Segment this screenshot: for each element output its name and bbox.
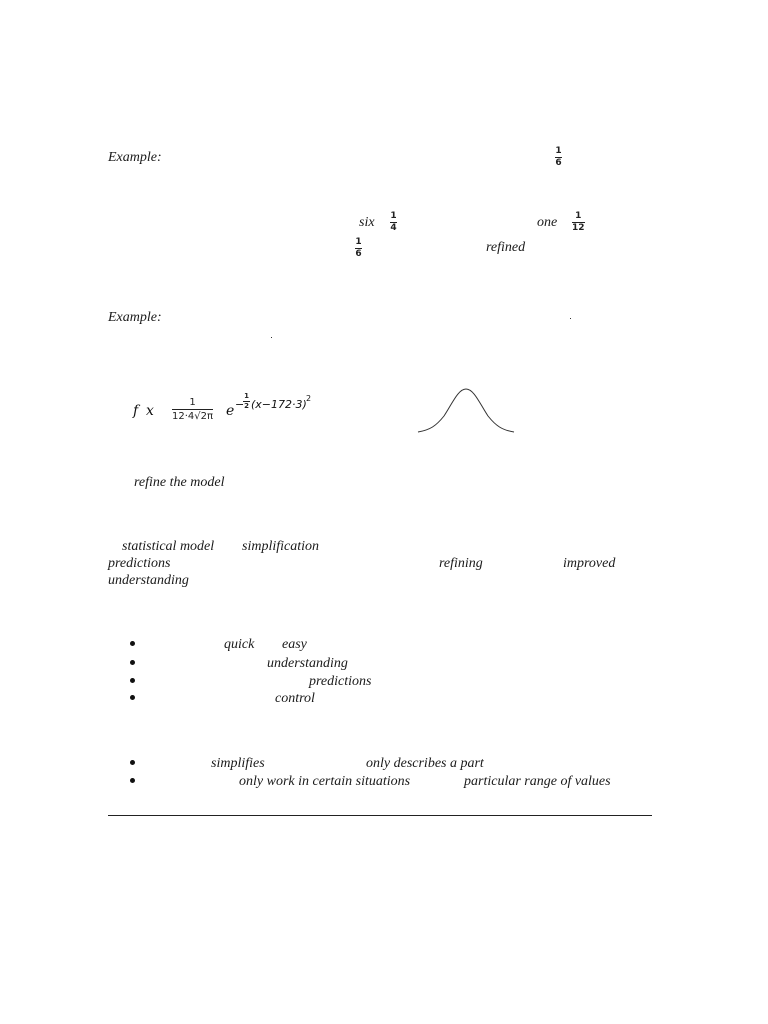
dis-simplifies: simplifies (211, 756, 265, 771)
formula-exponent-rest: (x−172·3) (251, 398, 307, 411)
formula-x: x (146, 403, 154, 419)
bullet-icon (130, 660, 135, 665)
phrase-statistical-model: statistical model (122, 539, 215, 554)
phrase-simplification: simplification (242, 539, 319, 554)
adv-easy: easy (282, 637, 307, 652)
example-1-label: Example: (108, 150, 162, 165)
fraction-one-quarter (390, 212, 397, 233)
exponent-half-den: 2 (244, 402, 249, 410)
bullet-icon (130, 678, 135, 683)
adv-predictions: predictions (309, 674, 372, 689)
bullet-icon (130, 778, 135, 783)
fraction-one-sixth (555, 147, 562, 168)
word-six: six (359, 215, 375, 230)
normal-curve-graphic (416, 386, 516, 436)
formula-exponent-minus: − (235, 398, 245, 411)
dis-range-of-values: particular range of values (464, 774, 611, 789)
formula-e: e (226, 403, 235, 419)
fraction-denominator: 4 (390, 223, 397, 233)
formula-exponent-power: 2 (306, 394, 312, 403)
dis-certain-situations: only work in certain situations (239, 774, 411, 789)
stray-dot (570, 318, 571, 319)
fraction-one-sixth-refined (355, 238, 362, 259)
fraction-numerator: 1 (355, 237, 362, 247)
dis-describes-part: only describes a part (366, 756, 484, 771)
word-one: one (537, 215, 558, 230)
word-refined: refined (486, 240, 526, 255)
bullet-icon (130, 760, 135, 765)
example-2-label: Example: (108, 310, 162, 325)
phrase-refining: refining (439, 556, 483, 571)
horizontal-rule (108, 815, 652, 816)
fraction-denominator: 6 (555, 158, 562, 168)
adv-control: control (275, 691, 315, 706)
fraction-denominator: 6 (355, 249, 362, 259)
bell-curve-line (418, 389, 514, 432)
phrase-predictions: predictions (108, 556, 171, 571)
formula-exponent-half (243, 393, 250, 410)
bullet-icon (130, 641, 135, 646)
fraction-denominator: 12 (572, 223, 585, 233)
exponent-half-num: 1 (244, 392, 249, 400)
refine-the-model: refine the model (134, 475, 225, 490)
fraction-numerator: 1 (390, 211, 397, 221)
phrase-improved: improved (563, 556, 616, 571)
formula-f: f (133, 403, 139, 419)
fraction-numerator: 1 (575, 211, 582, 221)
formula-denominator: 12·4√2π (172, 411, 214, 422)
adv-understanding: understanding (267, 656, 348, 671)
formula-coefficient (172, 397, 213, 422)
stray-dot (271, 337, 272, 338)
fraction-numerator: 1 (555, 146, 562, 156)
phrase-understanding: understanding (108, 573, 189, 588)
fraction-one-twelfth (572, 212, 585, 233)
formula-numerator: 1 (189, 397, 196, 408)
bullet-icon (130, 695, 135, 700)
adv-quick: quick (224, 637, 255, 652)
